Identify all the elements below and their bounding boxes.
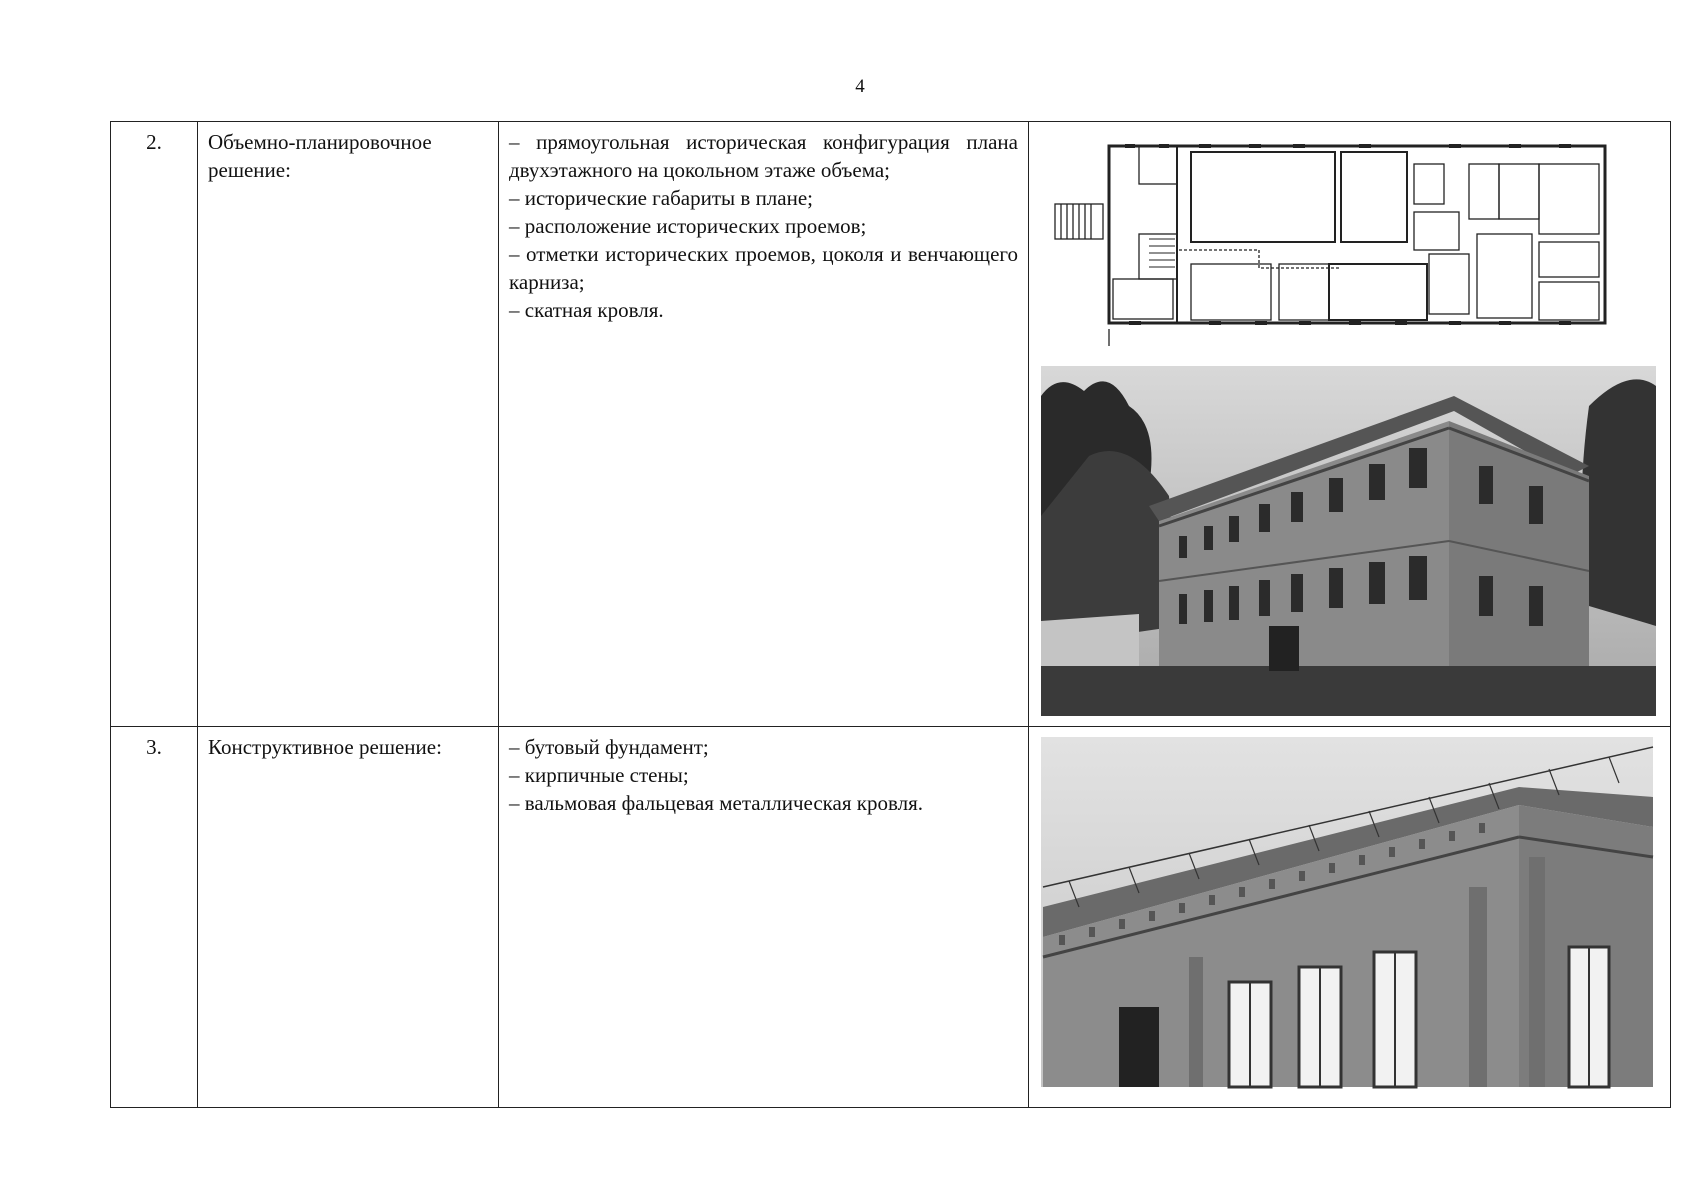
list-item: – отметки исторических проемов, цоколя и венчающего карниза; — [509, 242, 1018, 294]
row-images-cell — [1029, 122, 1671, 727]
table-row — [111, 727, 1671, 1108]
list-item: – прямоугольная историческая конфигурация плана двухэтажного на цокольном этаже объема; — [509, 130, 1018, 182]
page-number: 4 — [855, 76, 865, 97]
item-list — [499, 727, 1028, 817]
row-number: 2. — [111, 122, 198, 727]
list-item: – исторические габариты в плане; — [509, 186, 813, 210]
row-title-cell — [198, 727, 499, 1108]
list-item: – вальмовая фальцевая металлическая кровля. — [509, 791, 924, 815]
item-list — [499, 122, 1028, 324]
list-item: – бутовый фундамент; — [509, 735, 709, 759]
row-description-cell — [499, 727, 1029, 1108]
floor-plan-drawing — [1029, 124, 1670, 354]
row-title-cell — [198, 122, 499, 727]
list-item: – скатная кровля. — [509, 298, 664, 322]
row-number: 3. — [111, 727, 198, 1108]
row-title: Объемно-планировочное решение: — [208, 130, 432, 182]
building-photo — [1029, 366, 1670, 726]
table-row — [111, 122, 1671, 727]
list-item: – расположение исторических проемов; — [509, 214, 867, 238]
row-description-cell — [499, 122, 1029, 727]
row-title: Конструктивное решение: — [208, 735, 442, 759]
row-images-cell — [1029, 727, 1671, 1108]
heritage-table — [110, 121, 1671, 1108]
list-item: – кирпичные стены; — [509, 763, 689, 787]
roof-cornice-photo — [1029, 737, 1670, 1107]
